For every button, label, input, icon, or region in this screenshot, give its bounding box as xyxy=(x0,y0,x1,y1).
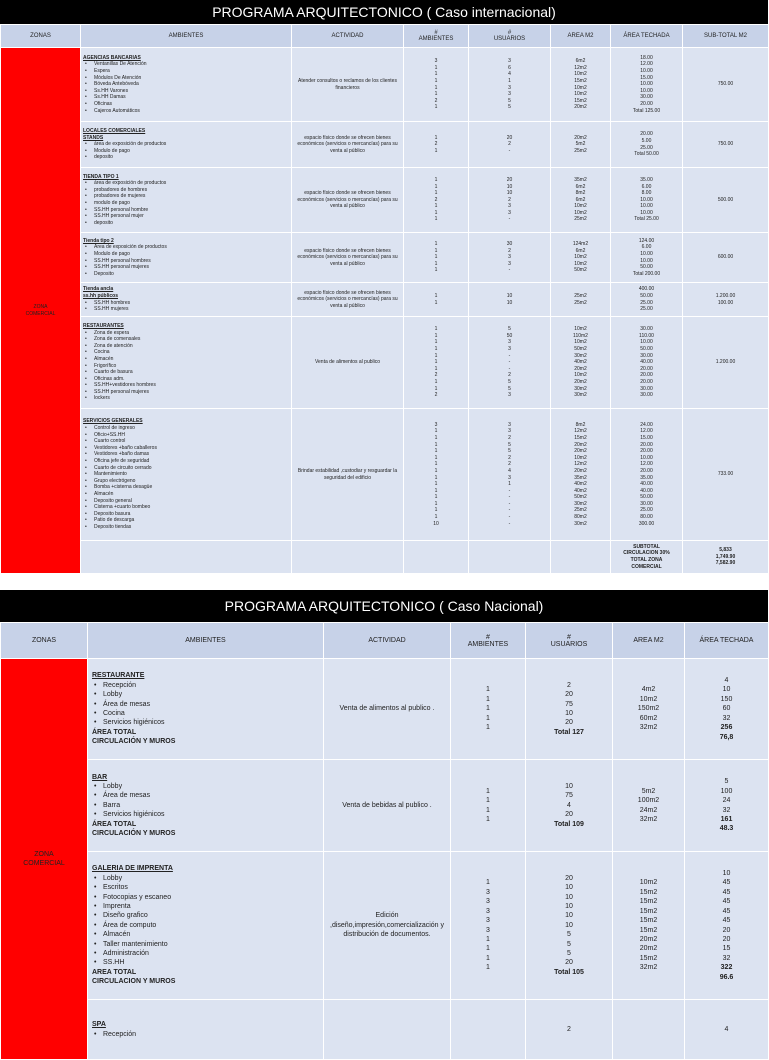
header-actividad: ACTIVIDAD xyxy=(324,623,451,659)
list-item: • Lobby xyxy=(92,782,319,791)
subtotal-cell: 500.00 xyxy=(683,168,769,233)
num-ambientes-cell: 1 1 1 1 1 xyxy=(451,659,526,760)
usuarios-values: 2 xyxy=(567,1025,571,1033)
list-item: • Almacén xyxy=(92,930,319,939)
ambiente-group-title: RESTAURANTES xyxy=(83,322,124,329)
list-item: • Oficinas adm. xyxy=(83,376,289,383)
ambientes-cell xyxy=(81,317,292,409)
techada-values: 4 10 150 60 32 xyxy=(720,677,733,722)
actividad-cell: espacio físico donde se ofrecen bienes económicos (servicios o mercancías) para su venta al público xyxy=(292,168,404,233)
list-item: • Bóveda Antebóveda xyxy=(83,81,289,88)
ambiente-list xyxy=(83,425,289,531)
list-item: • Bomba +cisterna desagüe xyxy=(83,484,289,491)
ambiente-list xyxy=(83,244,289,277)
num-usuarios-cell: 3 6 4 1 3 3 5 5 xyxy=(469,48,551,122)
ambiente-group-title: SPA xyxy=(92,1021,106,1029)
num-usuarios-cell: 20 2 - xyxy=(469,122,551,168)
table-row xyxy=(1,168,769,233)
list-item: • Espera xyxy=(83,68,289,75)
header-area-techada: ÁREA TECHADA xyxy=(685,623,769,659)
actividad-cell: espacio físico donde se ofrecen bienes económicos (servicios o mercancías) para su venta al público xyxy=(292,233,404,283)
num-ambientes-cell: 1 1 1 1 1 xyxy=(404,233,469,283)
usuarios-total: Total 105 xyxy=(554,968,584,976)
list-item: • Fotocopias y escaneo xyxy=(92,893,319,902)
ambiente-group-title: SERVICIOS GENERALES xyxy=(83,418,143,425)
summary-row xyxy=(1,541,769,574)
list-item: • Administración xyxy=(92,949,319,958)
table-row xyxy=(1,233,769,283)
list-item: • Deposito basura xyxy=(83,511,289,518)
list-item: • Diseño grafico xyxy=(92,911,319,920)
list-item: • Oficinas xyxy=(83,101,289,108)
list-item: • Imprenta xyxy=(92,902,319,911)
table-row xyxy=(1,409,769,541)
empty-cell xyxy=(81,541,292,574)
subtotal-cell: 733.00 xyxy=(683,409,769,541)
header-num-usuarios: # USUARIOS xyxy=(469,25,551,48)
list-item: • Cajeros Automáticos xyxy=(83,108,289,115)
num-usuarios-cell: 3 3 2 5 5 2 2 4 3 1 - - - - - - xyxy=(469,409,551,541)
table-row xyxy=(1,659,769,760)
area-total-label: ÁREA TOTAL xyxy=(92,728,137,736)
list-item: • probadores de mujeres xyxy=(83,193,289,200)
area-techada-cell: 124.00 6.00 10.00 10.00 50.00 Total 200.00 xyxy=(611,233,683,283)
area-m2-cell: 20m2 5m2 25m2 xyxy=(551,122,611,168)
list-item: • probadores de hombres xyxy=(83,187,289,194)
ambiente-list xyxy=(83,180,289,226)
ambientes-cell xyxy=(81,283,292,317)
ambientes-cell xyxy=(81,409,292,541)
list-item: • SS.HH hombres xyxy=(83,300,289,307)
ambiente-group-title: BAR xyxy=(92,773,108,781)
subtotal-cell: 1.200.00 xyxy=(683,317,769,409)
list-item: • Cuarto de circuito cerrado xyxy=(83,465,289,472)
area-techada-cell: 18.00 12.00 10.00 15.00 10.00 10.00 30.00 20.00 Total 125.00 xyxy=(611,48,683,122)
ambiente-group-subtitle: ss.hh públicos xyxy=(83,292,119,299)
list-item: • SS.HH personal mujeres xyxy=(83,389,289,396)
ambientes-cell xyxy=(81,233,292,283)
ambiente-list xyxy=(83,300,289,313)
techada-totals: 161 48.3 xyxy=(719,815,734,833)
ambiente-group-title: TIENDA TIPO 1 xyxy=(83,173,119,180)
actividad-cell: espacio físico donde se ofrecen bienes económicos (servicios o mercancías) para su venta al público xyxy=(292,283,404,317)
header-actividad: ACTIVIDAD xyxy=(292,25,404,48)
area-m2-cell: 10m2 15m2 15m2 15m2 15m2 15m2 20m2 20m2 15m2 32m2 xyxy=(613,852,685,1000)
list-item: • SS.HH+vestidores hombres xyxy=(83,382,289,389)
num-usuarios-cell xyxy=(526,659,613,760)
empty-cell xyxy=(551,541,611,574)
actividad-cell: Brindar estabilidad ,custodiar y resguardar la seguridad del edificio xyxy=(292,409,404,541)
usuarios-total: Total 109 xyxy=(554,820,584,828)
header-num-ambientes: # AMBIENTES xyxy=(451,623,526,659)
area-techada-cell: 20.00 5.00 25.00 Total 50.00 xyxy=(611,122,683,168)
area-techada-cell xyxy=(685,760,769,852)
num-usuarios-cell xyxy=(526,852,613,1000)
num-ambientes-cell: 1 1 1 2 1 1 1 xyxy=(404,168,469,233)
list-item: • Mantenimiento xyxy=(83,471,289,478)
list-item: • Área de exposición de productos xyxy=(83,244,289,251)
num-usuarios-cell: 5 50 3 3 - - - 2 5 5 3 xyxy=(469,317,551,409)
list-item: • Área de computo xyxy=(92,921,319,930)
area-techada-cell xyxy=(685,1000,769,1060)
list-item: • Cisterna +cuarto bombeo xyxy=(83,504,289,511)
list-item: • Vestidores +baño damas xyxy=(83,451,289,458)
list-item: • área de exposición de productos xyxy=(83,141,289,148)
ambiente-list xyxy=(92,681,319,728)
list-item: • Ss.HH Damas xyxy=(83,94,289,101)
usuarios-values: 10 75 4 20 xyxy=(565,782,573,819)
actividad-cell: Venta de alimentos al publico . xyxy=(324,659,451,760)
list-item: • Zona de atención xyxy=(83,343,289,350)
header-ambientes: AMBIENTES xyxy=(81,25,292,48)
table-internacional xyxy=(0,24,769,574)
zone-cell: ZONA COMERCIAL xyxy=(1,659,88,1060)
table-row xyxy=(1,317,769,409)
area-m2-cell xyxy=(613,1000,685,1060)
ambientes-cell xyxy=(81,48,292,122)
num-ambientes-cell: 1 1 1 1 1 1 1 2 1 1 2 xyxy=(404,317,469,409)
empty-cell xyxy=(292,541,404,574)
ambiente-group-title: LOCALES COMERCIALES xyxy=(83,128,146,135)
area-total-label: CIRCULACIÓN Y MUROS xyxy=(92,830,176,838)
num-ambientes-cell: 3 1 1 1 1 1 2 1 xyxy=(404,48,469,122)
subtotal-cell: 600.00 xyxy=(683,233,769,283)
list-item: • SS.HH xyxy=(92,958,319,967)
list-item: • Oficina jefe de seguridad xyxy=(83,458,289,465)
header-num-ambientes: # AMBIENTES xyxy=(404,25,469,48)
list-item: • Oficio+SS.HH xyxy=(83,432,289,439)
techada-values: 10 45 45 45 45 45 20 20 15 32 xyxy=(722,870,731,962)
area-techada-cell: 35.00 6.00 8.00 10.00 10.00 10.00 Total 25.00 xyxy=(611,168,683,233)
list-item: • Almacén xyxy=(83,356,289,363)
table-header-row xyxy=(1,25,769,48)
list-item: • SS.HH mujeres xyxy=(83,306,289,313)
num-usuarios-cell xyxy=(526,760,613,852)
list-item: • Almacén xyxy=(83,491,289,498)
ambiente-group-title: AGENCIAS BANCARIAS xyxy=(83,54,141,61)
ambiente-list xyxy=(83,141,289,161)
num-usuarios-cell: 20 10 10 2 3 3 - xyxy=(469,168,551,233)
list-item: • Ventanillas De Atención xyxy=(83,61,289,68)
list-item: • Grupo electrógeno xyxy=(83,478,289,485)
list-item: • Módulos De Atención xyxy=(83,75,289,82)
num-ambientes-cell: 1 1 xyxy=(404,283,469,317)
list-item: • Recepción xyxy=(92,681,319,690)
area-m2-cell: 124m2 6m2 10m2 10m2 50m2 xyxy=(551,233,611,283)
empty-cell xyxy=(404,541,469,574)
header-num-usuarios: # USUARIOS xyxy=(526,623,613,659)
table-row xyxy=(1,48,769,122)
table-nacional xyxy=(0,622,769,1060)
table-row xyxy=(1,122,769,168)
list-item: • Zona de espera xyxy=(83,330,289,337)
list-item: • Cuarto de basura xyxy=(83,369,289,376)
list-item: • lockers xyxy=(83,395,289,402)
ambientes-cell xyxy=(88,760,324,852)
ambiente-list xyxy=(83,61,289,114)
num-ambientes-cell: 1 1 1 1 xyxy=(451,760,526,852)
table-row xyxy=(1,760,769,852)
ambiente-list xyxy=(92,1030,319,1039)
header-area-techada: ÁREA TECHADA xyxy=(611,25,683,48)
list-item: • Área de mesas xyxy=(92,791,319,800)
list-item: • Taller mantenimiento xyxy=(92,940,319,949)
num-ambientes-cell: 1 2 1 xyxy=(404,122,469,168)
zone-cell: ZONA COMERCIAL xyxy=(1,48,81,574)
area-m2-cell: 10m2 110m2 10m2 50m2 30m2 40m2 20m2 10m2 20m2 30m2 30m2 xyxy=(551,317,611,409)
actividad-cell: Venta de bebidas al publico . xyxy=(324,760,451,852)
list-item: • deposito xyxy=(83,220,289,227)
list-item: • SS.HH personal hombres xyxy=(83,258,289,265)
list-item: • Zona de comensales xyxy=(83,336,289,343)
header-area-m2: AREA M2 xyxy=(551,25,611,48)
ambientes-cell xyxy=(81,122,292,168)
empty-cell xyxy=(469,541,551,574)
header-zonas: ZONAS xyxy=(1,25,81,48)
ambiente-list xyxy=(92,782,319,820)
header-area-m2: AREA M2 xyxy=(613,623,685,659)
list-item: • Escritos xyxy=(92,883,319,892)
actividad-cell: Edición ,diseño,impresión,comercialización y distribución de documentos. xyxy=(324,852,451,1000)
usuarios-total: Total 127 xyxy=(554,728,584,736)
area-total-label: ÁREA TOTAL xyxy=(92,820,137,828)
list-item: • Lobby xyxy=(92,690,319,699)
header-ambientes: AMBIENTES xyxy=(88,623,324,659)
num-usuarios-cell: 30 2 3 3 - xyxy=(469,233,551,283)
list-item: • Cuarto control xyxy=(83,438,289,445)
ambientes-cell xyxy=(88,852,324,1000)
ambiente-list xyxy=(83,330,289,403)
area-m2-cell: 6m2 12m2 10m2 15m2 10m2 10m2 15m2 20m2 xyxy=(551,48,611,122)
list-item: • SS.HH personal hombre xyxy=(83,207,289,214)
list-item: • Cocina xyxy=(92,709,319,718)
area-m2-cell: 5m2 100m2 24m2 32m2 xyxy=(613,760,685,852)
list-item: • Barra xyxy=(92,801,319,810)
list-item: • modulo de pago xyxy=(83,200,289,207)
list-item: • Área de mesas xyxy=(92,700,319,709)
ambiente-group-subtitle: STANDS xyxy=(83,134,104,141)
techada-values: 5 100 24 32 xyxy=(720,778,733,814)
table-row xyxy=(1,1000,769,1060)
header-zonas: ZONAS xyxy=(1,623,88,659)
usuarios-values: 20 10 10 10 10 10 5 5 5 20 xyxy=(565,874,573,967)
list-item: • Recepción xyxy=(92,1030,319,1039)
summary-labels: SUBTOTAL CIRCULACION 30% TOTAL ZONA COMERCIAL xyxy=(611,541,683,574)
list-item: • deposito xyxy=(83,154,289,161)
area-total-label: CIRCULACION Y MUROS xyxy=(92,978,176,986)
area-m2-cell: 25m2 25m2 xyxy=(551,283,611,317)
area-techada-cell: 400.00 50.00 25.00 25.00 xyxy=(611,283,683,317)
area-m2-cell: 8m2 12m2 15m2 20m2 20m2 10m2 12m2 20m2 35m2 40m2 40m2 50m2 30m2 25m2 80m2 30m2 xyxy=(551,409,611,541)
actividad-cell: espacio físico donde se ofrecen bienes económicos (servicios o mercancías) para su venta al público xyxy=(292,122,404,168)
num-ambientes-cell: 1 3 3 3 3 3 1 1 1 1 xyxy=(451,852,526,1000)
actividad-cell: Atender consultos o reclamos de los clientes financieros xyxy=(292,48,404,122)
ambiente-group-title: Tienda ancla xyxy=(83,286,114,293)
list-item: • Deposito xyxy=(83,271,289,278)
num-ambientes-cell: 3 1 1 1 1 1 1 1 1 1 1 1 1 1 1 10 xyxy=(404,409,469,541)
subtotal-cell: 750.00 xyxy=(683,48,769,122)
num-usuarios-cell: 10 10 xyxy=(469,283,551,317)
list-item: • Frigorífico xyxy=(83,363,289,370)
list-item: • Patio de descarga xyxy=(83,517,289,524)
techada-totals: 322 96.6 xyxy=(719,964,734,981)
area-techada-cell xyxy=(685,852,769,1000)
summary-values: 5,833 1,749.90 7,582.90 xyxy=(683,541,769,574)
ambiente-group-title: Tienda tipo 2 xyxy=(83,237,114,244)
actividad-cell: Venta de alimentos al publico xyxy=(292,317,404,409)
list-item: • Deposito tiendas xyxy=(83,524,289,531)
list-item: • Modulo de pago xyxy=(83,148,289,155)
subtotal-cell: 1.200.00 100.00 xyxy=(683,283,769,317)
area-techada-cell: 24.00 12.00 15.00 20.00 20.00 10.00 12.00 20.00 35.00 40.00 40.00 50.00 30.00 25.00 80.00 300.00 xyxy=(611,409,683,541)
list-item: • Modulo de pago xyxy=(83,251,289,258)
ambientes-cell xyxy=(81,168,292,233)
area-techada-cell: 30.00 110.00 10.00 50.00 30.00 40.00 20.00 20.00 20.00 30.00 30.00 xyxy=(611,317,683,409)
list-item: • Vestidores +baño caballeros xyxy=(83,445,289,452)
actividad-cell xyxy=(324,1000,451,1060)
subtotal-cell: 750.00 xyxy=(683,122,769,168)
list-item: • Lobby xyxy=(92,874,319,883)
ambientes-cell xyxy=(88,659,324,760)
list-item: • SS.HH personal mujeres xyxy=(83,264,289,271)
ambiente-group-title: RESTAURANTE xyxy=(92,672,145,680)
table-title-internacional: PROGRAMA ARQUITECTONICO ( Caso internacional) xyxy=(0,0,768,24)
area-m2-cell: 4m2 10m2 150m2 60m2 32m2 xyxy=(613,659,685,760)
list-item: • Ss.HH Varones xyxy=(83,88,289,95)
table-row xyxy=(1,852,769,1000)
area-m2-cell: 35m2 6m2 8m2 6m2 10m2 10m2 25m2 xyxy=(551,168,611,233)
table-header-row xyxy=(1,623,769,659)
num-usuarios-cell xyxy=(526,1000,613,1060)
list-item: • Deposito general xyxy=(83,498,289,505)
list-item: • SS.HH personal mujer xyxy=(83,213,289,220)
table-row xyxy=(1,283,769,317)
ambiente-list xyxy=(92,874,319,968)
list-item: • área de exposición de productos xyxy=(83,180,289,187)
num-ambientes-cell xyxy=(451,1000,526,1060)
area-techada-cell xyxy=(685,659,769,760)
techada-totals: 256 76,8 xyxy=(719,724,734,741)
list-item: • Servicios higiénicos xyxy=(92,718,319,727)
list-item: • Servicios higiénicos xyxy=(92,810,319,819)
ambiente-group-title: GALERIA DE IMPRENTA xyxy=(92,865,173,873)
list-item: • Control de ingreso xyxy=(83,425,289,432)
area-total-label: CIRCULACIÓN Y MUROS xyxy=(92,738,176,746)
area-total-label: AREA TOTAL xyxy=(92,968,137,976)
list-item: • Cocina xyxy=(83,349,289,356)
header-subtotal: SUB-TOTAL M2 xyxy=(683,25,769,48)
table-title-nacional: PROGRAMA ARQUITECTONICO ( Caso Nacional) xyxy=(0,590,768,622)
techada-values: 4 xyxy=(724,1025,729,1033)
ambientes-cell xyxy=(88,1000,324,1060)
usuarios-values: 2 20 75 10 20 xyxy=(565,681,573,727)
